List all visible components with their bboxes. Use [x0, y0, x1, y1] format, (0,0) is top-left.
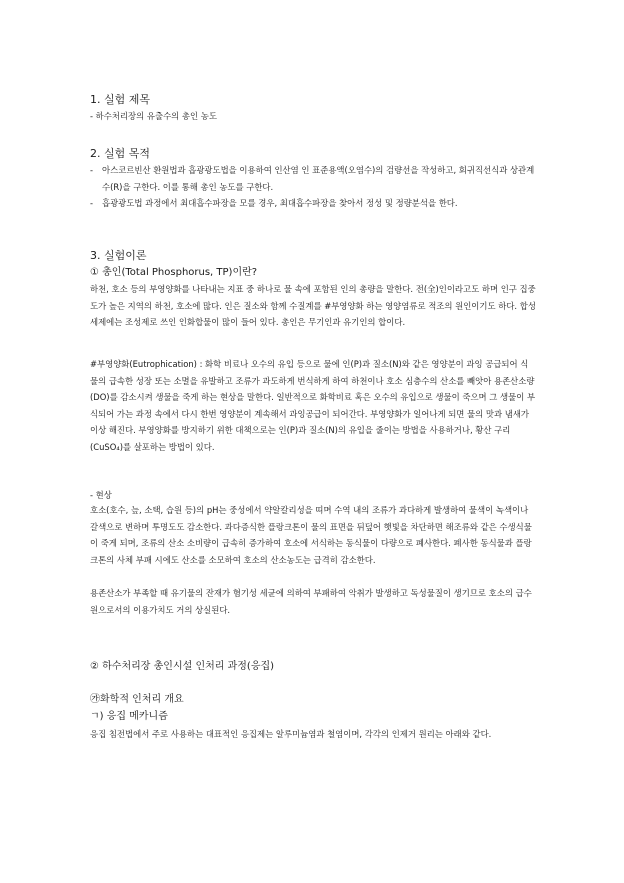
section-2-item-1: - 아스코르빈산 환원법과 흡광광도법을 이용하여 인산염 인 표준용액(오염수)의 검량선을 작성하고, 회귀직선식과 상관계수(R)을 구한다. 이를 통해 총인 농도를 구한다.: [90, 165, 535, 192]
paragraph-phenomenon: 호소(호수, 늪, 소택, 습원 등)의 pH는 중성에서 약알칼리성을 띠며 수역 내의 조류가 과다하게 발생하여 물색이 녹색이나 갈색으로 변하며 투명도도 감소한다. 과다증식한 플랑크톤이 물의 표면을 뒤덮어 햇빛을 차단하면 해조류와 같은 수생식물이 죽게 되며, 조류의 산소 소비량이 급속히 증가하여 호소에 서식하는 동식물이 다량으로 폐사한다. 폐사한 동식물과 플랑크톤의 사체 부패 시에도 산소를 소모하여 호소의 산소농도는 급격히 감소한다.: [90, 505, 532, 565]
paragraph-dissolved-oxygen: 용존산소가 부족할 때 유기물의 잔재가 혐기성 세균에 의하여 부패하여 악취가 발생하고 독성물질이 생기므로 호소의 급수원으로서의 이용가치도 거의 상실된다.: [90, 588, 532, 615]
subsection-phosphorus-treatment: ② 하수처리장 총인시설 인처리 과정(응집): [90, 661, 275, 672]
section-2-list: [90, 162, 536, 212]
section-1-item: - 하수처리장의 유출수의 총인 농도: [90, 111, 217, 121]
paragraph-eutrophication: #부영양화(Eutrophication) : 화학 비료나 오수의 유입 등으로 물에 인(P)과 질소(N)와 같은 영양분이 과잉 공급되어 식물의 급속한 성장 또는 소멸을 유발하고 조류가 과도하게 번식하게 하여 하천이나 호소 심층수의 산소를 빼앗아 용존산소량(DO)를 감소시켜 생물을 죽게 하는 현상을 말한다. 일반적으로 화학비료 혹은 오수의 유입으로 생물이 죽으며 그 생물이 부식되어 가는 과정 속에서 다시 한번 영양분이 계속해서 과잉공급이 되어간다. 부영양화가 일어나게 되면 물의 맛과 냄새가 이상 해진다. 부영양화를 방지하기 위한 대책으로는 인(P)과 질소(N)의 유입을 줄이는 방법을 사용하거나, 황산 구리(CuSO₄)를 살포하는 방법이 있다.: [90, 359, 536, 452]
section-1-title: 1. 실험 제목: [90, 93, 150, 106]
paragraph-coagulants: 응집 침전법에서 주로 사용하는 대표적인 응집제는 알루미늄염과 철염이며, 각각의 인제거 원리는 아래와 같다.: [90, 729, 492, 739]
paragraph-tp-definition: 하천, 호소 등의 부영양화를 나타내는 지표 중 하나로 물 속에 포함된 인의 총량을 말한다. 전(全)인이라고도 하며 인구 집중도가 높은 지역의 하천, 호소에 많다. 인은 질소와 함께 수질계를 #부영양화 하는 영양염류로 적조의 원인이기도 하다. 합성 세제에는 조성제로 쓰인 인화합물이 많이 들어 있다. 총인은 무기인과 유기인의 합이다.: [90, 284, 536, 328]
section-3-title: 3. 실험이론: [90, 249, 147, 262]
subsection-coagulation-mechanism: ㄱ) 응집 메카니즘: [90, 711, 168, 722]
section-2-title: 2. 실험 목적: [90, 147, 150, 160]
phenomenon-label: - 현상: [90, 490, 112, 500]
subsection-chemical-overview: ㉮화학적 인처리 개요: [90, 694, 184, 705]
section-2-item-2: - 흡광광도법 과정에서 최대흡수파장을 모를 경우, 최대흡수파장을 찾아서 정성 및 정량분석을 한다.: [90, 198, 458, 209]
subsection-total-phosphorus: ① 총인(Total Phosphorus, TP)이란?: [90, 267, 258, 278]
